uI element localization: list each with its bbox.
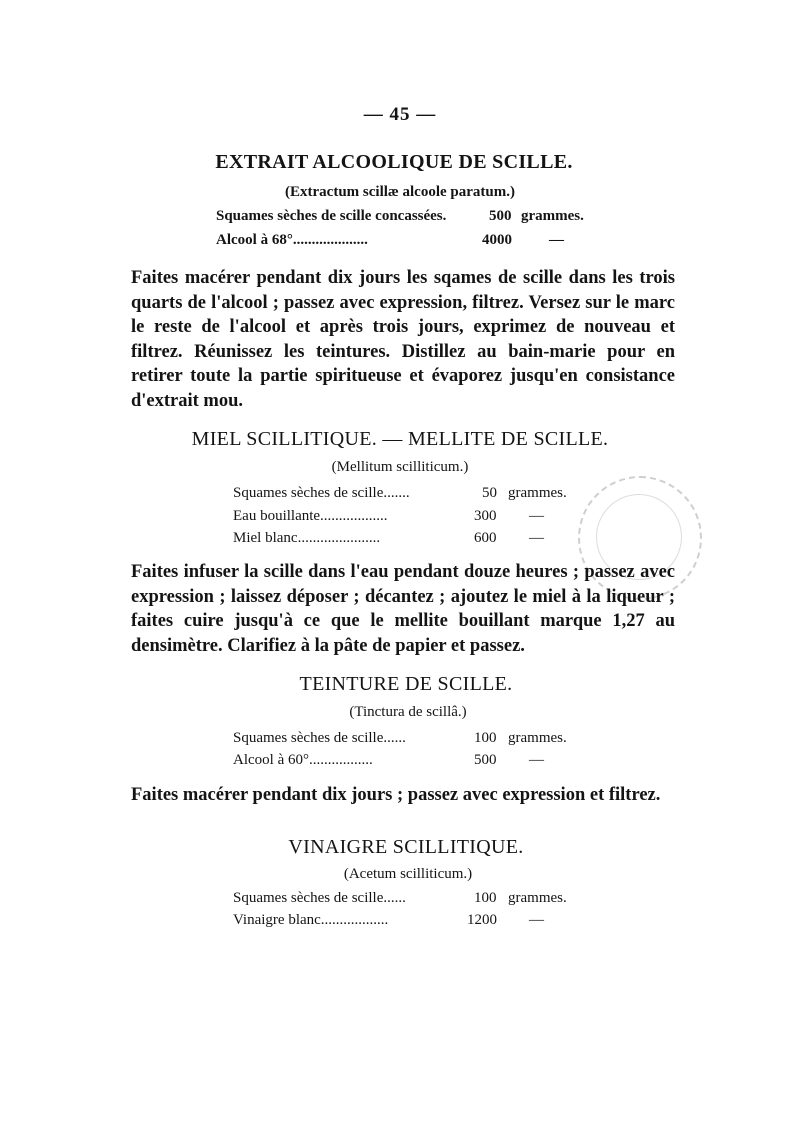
ingredient-unit: —	[529, 508, 544, 524]
ingredient-name: Eau bouillante..................	[233, 508, 388, 524]
paragraph-miel: Faites infuser la scille dans l'eau pendant douze heures ; passez avec expression ; laissez déposer ; décantez ; ajoutez le miel à la liqueur ; faites cuire jusqu'à ce que le mellite bouillant marque 1,27 au densimètre. Clarifiez à la pâte de papier et passez.	[131, 562, 675, 656]
ingredient-quantity: 500	[474, 752, 497, 768]
ingredient-row	[233, 485, 593, 505]
ingredient-unit: —	[529, 912, 544, 928]
latin-name-miel: (Mellitum scilliticum.)	[331, 459, 469, 475]
section-title-extrait: EXTRAIT ALCOOLIQUE DE SCILLE.	[215, 151, 573, 173]
ingredient-name: Alcool à 68°....................	[216, 232, 368, 248]
ingredient-row	[233, 508, 593, 528]
page-number: — 45 —	[363, 104, 437, 125]
ingredient-unit: grammes.	[508, 485, 567, 501]
ingredient-unit: grammes.	[508, 890, 567, 906]
ingredient-name: Squames sèches de scille......	[233, 890, 406, 906]
ingredient-row	[233, 890, 593, 910]
section-title-teinture: TEINTURE DE SCILLE.	[299, 673, 513, 695]
ingredient-unit: —	[529, 752, 544, 768]
ingredient-name: Squames sèches de scille......	[233, 730, 406, 746]
paragraph-extrait: Faites macérer pendant dix jours les sqames de scille dans les trois quarts de l'alcool ; passez avec expression, filtrez. Versez sur le marc le reste de l'alcool et après trois jours, exprimez de nouveau et filtrez. Réunissez les teintures. Distillez au bain-marie pour en retirer toute la partie spiritueuse et évaporez jusqu'en consistance d'extrait mou.	[131, 268, 675, 411]
ingredient-quantity: 300	[474, 508, 497, 524]
ingredient-row	[216, 232, 596, 252]
ingredient-name: Vinaigre blanc..................	[233, 912, 389, 928]
ingredient-name: Squames sèches de scille concassées.	[216, 208, 447, 224]
ingredient-name: Alcool à 60°.................	[233, 752, 373, 768]
ingredient-quantity: 1200	[467, 912, 497, 928]
ingredient-name: Squames sèches de scille.......	[233, 485, 410, 501]
paragraph-teinture: Faites macérer pendant dix jours ; passez avec expression et filtrez.	[131, 785, 661, 805]
ingredient-unit: —	[549, 232, 564, 248]
ingredient-unit: grammes.	[521, 208, 584, 224]
ingredient-quantity: 100	[474, 890, 497, 906]
latin-name-vinaigre: (Acetum scilliticum.)	[343, 866, 473, 882]
ingredient-row	[233, 912, 593, 932]
latin-name-teinture: (Tinctura de scillâ.)	[349, 704, 467, 720]
ingredient-quantity: 50	[482, 485, 497, 501]
ingredient-row	[233, 530, 593, 550]
ingredient-quantity: 4000	[482, 232, 512, 248]
section-title-vinaigre: VINAIGRE SCILLITIQUE.	[288, 836, 524, 858]
ingredient-quantity: 100	[474, 730, 497, 746]
latin-name-extrait: (Extractum scillæ alcoole paratum.)	[285, 184, 515, 200]
section-title-miel: MIEL SCILLITIQUE. — MELLITE DE SCILLE.	[191, 428, 609, 450]
ingredient-quantity: 500	[489, 208, 512, 224]
ingredient-unit: grammes.	[508, 730, 567, 746]
ingredient-row	[233, 752, 593, 772]
ingredient-name: Miel blanc......................	[233, 530, 381, 546]
ingredient-row	[233, 730, 593, 750]
ingredient-quantity: 600	[474, 530, 497, 546]
ingredient-unit: —	[529, 530, 544, 546]
ingredient-row	[216, 208, 596, 228]
